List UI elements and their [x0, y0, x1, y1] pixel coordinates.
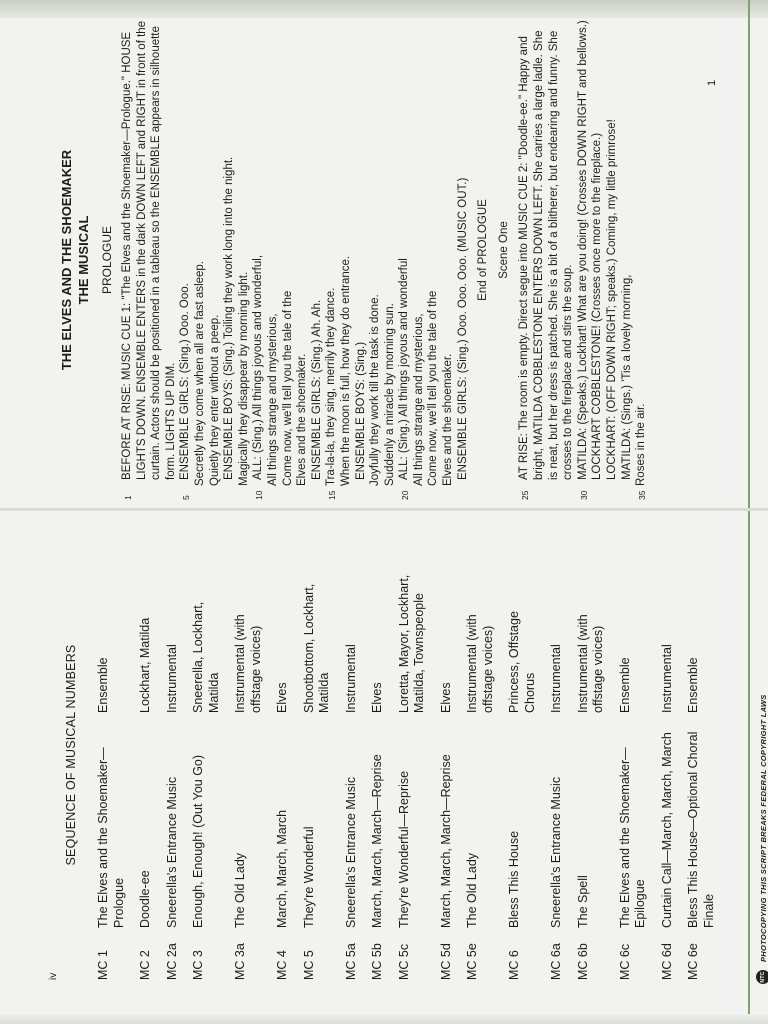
line-text: ENSEMBLE GIRLS: (Sing.) Ooo. Ooo. Ooo. (MUSIC OUT.): [456, 177, 469, 480]
song-title: The Old Lady: [465, 852, 479, 928]
line-text: Tra-la-la, they sing, merrily they dance.: [325, 287, 338, 486]
cue-code: MC 6d: [659, 943, 674, 980]
line-number: 15: [327, 490, 338, 500]
song-title: Sneerella's Entrance Music: [343, 776, 358, 928]
performers: Instrumental (with offstage voices): [465, 614, 495, 713]
script-title: THE ELVES AND THE SHOEMAKER: [59, 149, 74, 371]
line-text: LOCKHART: (OFF DOWN RIGHT; speaks.) Coming, my little primrose!: [606, 119, 618, 480]
cue-code: MC 5a: [343, 943, 358, 980]
cue-code: MC 1: [96, 950, 110, 980]
cue-code: MC 6b: [575, 943, 590, 980]
song-title: Doodle-ee: [138, 870, 152, 928]
sequence-row: [660, 520, 676, 980]
line-number: 5: [181, 495, 192, 500]
cue-code: MC 5b: [370, 943, 384, 980]
cue-code: MC 5e: [465, 943, 479, 980]
script-line: [620, 20, 635, 500]
sequence-row: [191, 520, 222, 980]
line-text: ENSEMBLE GIRLS: (Sing.) Ooo. Ooo.: [179, 283, 192, 480]
right-page: [18, 20, 738, 500]
line-text: ALL: (Sing.) All things joyous and wonderful,: [252, 254, 265, 480]
performers: Elves: [438, 682, 453, 713]
line-text: Joyfully they work till the task is done.: [369, 294, 382, 486]
script-line: [339, 20, 354, 500]
song-title: They're Wonderful—Reprise: [396, 770, 411, 928]
script-line: [222, 20, 237, 500]
line-number: 1: [123, 495, 133, 500]
line-number: 10: [254, 490, 265, 500]
line-text: Quietly they enter without a peep.: [208, 314, 221, 486]
sequence-row: [439, 520, 455, 980]
line-text: MATILDA: (Speaks.) Lockhart! What are you doing! (Crosses DOWN RIGHT and bellows.) LOCKHART COBBLESTONE! (Crosses once more to the fireplace.): [576, 20, 604, 480]
line-text: BEFORE AT RISE: MUSIC CUE 1: "The Elves and the Shoemaker—Prologue." HOUSE LIGHTS DOWN. ENSEMBLE ENTERS in the dark DOWN LEFT and RIGHT in front of the curtain. Actors should be positioned in a tableau so the ENSEMBLE appears in silhouette form. LIGHTS UP DIM.: [121, 20, 177, 480]
left-page: [18, 520, 768, 990]
cue-code: MC 6: [507, 950, 521, 980]
script-line: [576, 20, 605, 500]
performers: Elves: [275, 682, 289, 713]
cue-code: MC 2a: [164, 943, 179, 980]
cue-code: MC 5c: [396, 943, 411, 980]
script-line: [441, 20, 456, 500]
line-text: ENSEMBLE BOYS: (Sing.) Toiling they work long into the night.: [223, 156, 236, 480]
sequence-row: [465, 520, 496, 980]
sequence-row: [275, 520, 291, 980]
performers: Instrumental (with offstage voices): [575, 614, 605, 713]
line-text: Come now, we'll tell you the tale of the: [427, 290, 440, 486]
performers: Lockhart, Matilda: [138, 617, 152, 713]
cue-code: MC 6e: [686, 943, 700, 980]
script-line: [426, 20, 441, 500]
prologue-heading: PROLOGUE: [100, 226, 114, 295]
script-subtitle: THE MUSICAL: [76, 215, 91, 305]
script-line: [634, 20, 649, 500]
page-fold: [0, 508, 768, 511]
script-line: [497, 20, 512, 500]
sequence-row: [302, 520, 333, 980]
line-number: 25: [520, 490, 531, 500]
script-line: [517, 20, 575, 500]
publisher-badge-icon: NTC: [756, 970, 768, 984]
performers: Loretta, Mayor, Lockhart, Matilda, Townspeople: [396, 574, 426, 713]
line-text: End of PROLOGUE: [477, 199, 490, 301]
left-page-number: iv: [48, 972, 59, 980]
script-line: [251, 20, 266, 500]
song-title: The Elves and the Shoemaker— Prologue: [96, 747, 126, 928]
song-title: Sneerella's Entrance Music: [549, 776, 563, 928]
script-line: [120, 20, 178, 500]
line-text: AT RISE: The room is empty. Direct segue into MUSIC CUE 2: "Doodle-ee." Happy and bright, MATILDA COBBLESTONE ENTERS DOWN LEFT. She carries a large ladle. She is neat, but her dress is patched. She is a bit of a blitherer, but endearing and funny. She crosses to the fireplace and stirs the soup.: [518, 30, 575, 480]
song-title: Enough, Enough! (Out You Go): [191, 754, 205, 928]
cue-code: MC 6a: [549, 943, 563, 980]
line-text: Roses in the air.: [635, 403, 648, 486]
line-text: ALL: (Sing.) All things joyous and wonderful: [398, 258, 411, 480]
cue-code: MC 3a: [233, 943, 247, 980]
song-title: The Spell: [575, 875, 590, 928]
sequence-row: [233, 520, 264, 980]
copyright-text: PHOTOCOPYING THIS SCRIPT BREAKS FEDERAL COPYRIGHT LAWS: [758, 694, 768, 962]
line-number: 20: [400, 490, 411, 500]
sequence-list: [96, 520, 717, 980]
performers: Ensemble: [96, 657, 110, 713]
sequence-row: [370, 520, 386, 980]
cue-code: MC 4: [275, 950, 289, 980]
line-number: 35: [637, 490, 648, 500]
sequence-row: [686, 520, 717, 980]
script-body: [120, 20, 649, 500]
script-line: [178, 20, 193, 500]
script-line: [208, 20, 223, 500]
line-text: Elves and the shoemaker.: [296, 353, 309, 486]
sequence-row: [397, 520, 428, 980]
script-line: [383, 20, 398, 500]
line-text: ENSEMBLE BOYS: (Sing.): [354, 341, 367, 480]
performers: Instrumental: [343, 644, 358, 713]
song-title: Sneerella's Entrance Music: [164, 776, 179, 928]
performers: Ensemble: [686, 657, 700, 713]
cue-code: MC 6c: [617, 943, 632, 980]
sequence-row: [138, 520, 154, 980]
scan-bottom-edge: [0, 1014, 768, 1024]
script-line: [237, 20, 252, 500]
script-line: [456, 20, 471, 500]
sequence-row: [344, 520, 360, 980]
copyright-footer: [756, 544, 768, 984]
performers: Sneerella, Lockhart, Matilda: [191, 601, 221, 713]
line-text: Scene One: [497, 221, 510, 279]
sequence-row: [576, 520, 607, 980]
script-line: [354, 20, 369, 500]
cue-code: MC 5d: [438, 943, 453, 980]
cue-code: MC 5: [301, 950, 316, 980]
performers: Ensemble: [617, 657, 632, 713]
performers: Princess, Offstage Chorus: [507, 611, 537, 713]
cue-code: MC 3: [191, 950, 205, 980]
line-text: MATILDA: (Sings.) 'Tis a lovely morning,: [620, 274, 633, 480]
script-line: [193, 20, 208, 500]
song-title: Bless This House: [507, 830, 521, 928]
script-line: [266, 20, 281, 500]
script-line: [368, 20, 383, 500]
cue-code: MC 2: [138, 950, 152, 980]
sequence-row: [507, 520, 538, 980]
performers: Instrumental: [549, 644, 563, 713]
sequence-title: SEQUENCE OF MUSICAL NUMBERS: [64, 644, 78, 866]
song-title: Bless This House—Optional Choral Finale: [686, 731, 716, 928]
line-number: 30: [578, 490, 589, 500]
song-title: Curtain Call—March, March, March: [659, 732, 674, 928]
song-title: March, March, March—Reprise: [370, 754, 384, 928]
song-title: The Old Lady: [233, 852, 247, 928]
performers: Shootbottom, Lockhart, Matilda: [301, 583, 331, 713]
sequence-row: [549, 520, 565, 980]
sequence-row: [165, 520, 181, 980]
script-line: [476, 20, 491, 500]
line-text: Elves and the shoemaker.: [442, 353, 455, 486]
song-title: March, March, March—Reprise: [438, 754, 453, 928]
performers: Instrumental: [659, 644, 674, 713]
scan-top-edge: [0, 0, 768, 18]
line-text: When the moon is full, how they do entrance.: [339, 255, 352, 486]
script-line: [605, 20, 620, 500]
script-line: [295, 20, 310, 500]
line-text: Come now, we'll tell you the tale of the: [281, 290, 294, 486]
song-title: March, March, March: [275, 809, 289, 928]
song-title: The Elves and the Shoemaker— Epilogue: [617, 747, 647, 928]
sequence-row: [618, 520, 649, 980]
performers: Elves: [370, 682, 384, 713]
script-line: [310, 20, 325, 500]
right-page-number: 1: [706, 79, 718, 86]
line-text: Suddenly a miracle by morning sun.: [383, 303, 396, 486]
line-text: Secretly they come when all are fast asleep.: [193, 260, 206, 486]
performers: Instrumental: [164, 644, 179, 713]
song-title: They're Wonderful: [301, 826, 316, 928]
line-text: All things strange and mysterious,: [266, 313, 279, 486]
script-line: [397, 20, 412, 500]
script-line: [281, 20, 296, 500]
script-line: [412, 20, 427, 500]
line-text: Magically they disappear by morning light.: [237, 271, 250, 486]
sequence-row: [96, 520, 127, 980]
line-text: ENSEMBLE GIRLS: (Sing.) Ah. Ah.: [310, 299, 323, 480]
line-text: All things strange and mysterious,: [412, 313, 425, 486]
performers: Instrumental (with offstage voices): [233, 614, 263, 713]
script-line: [324, 20, 339, 500]
